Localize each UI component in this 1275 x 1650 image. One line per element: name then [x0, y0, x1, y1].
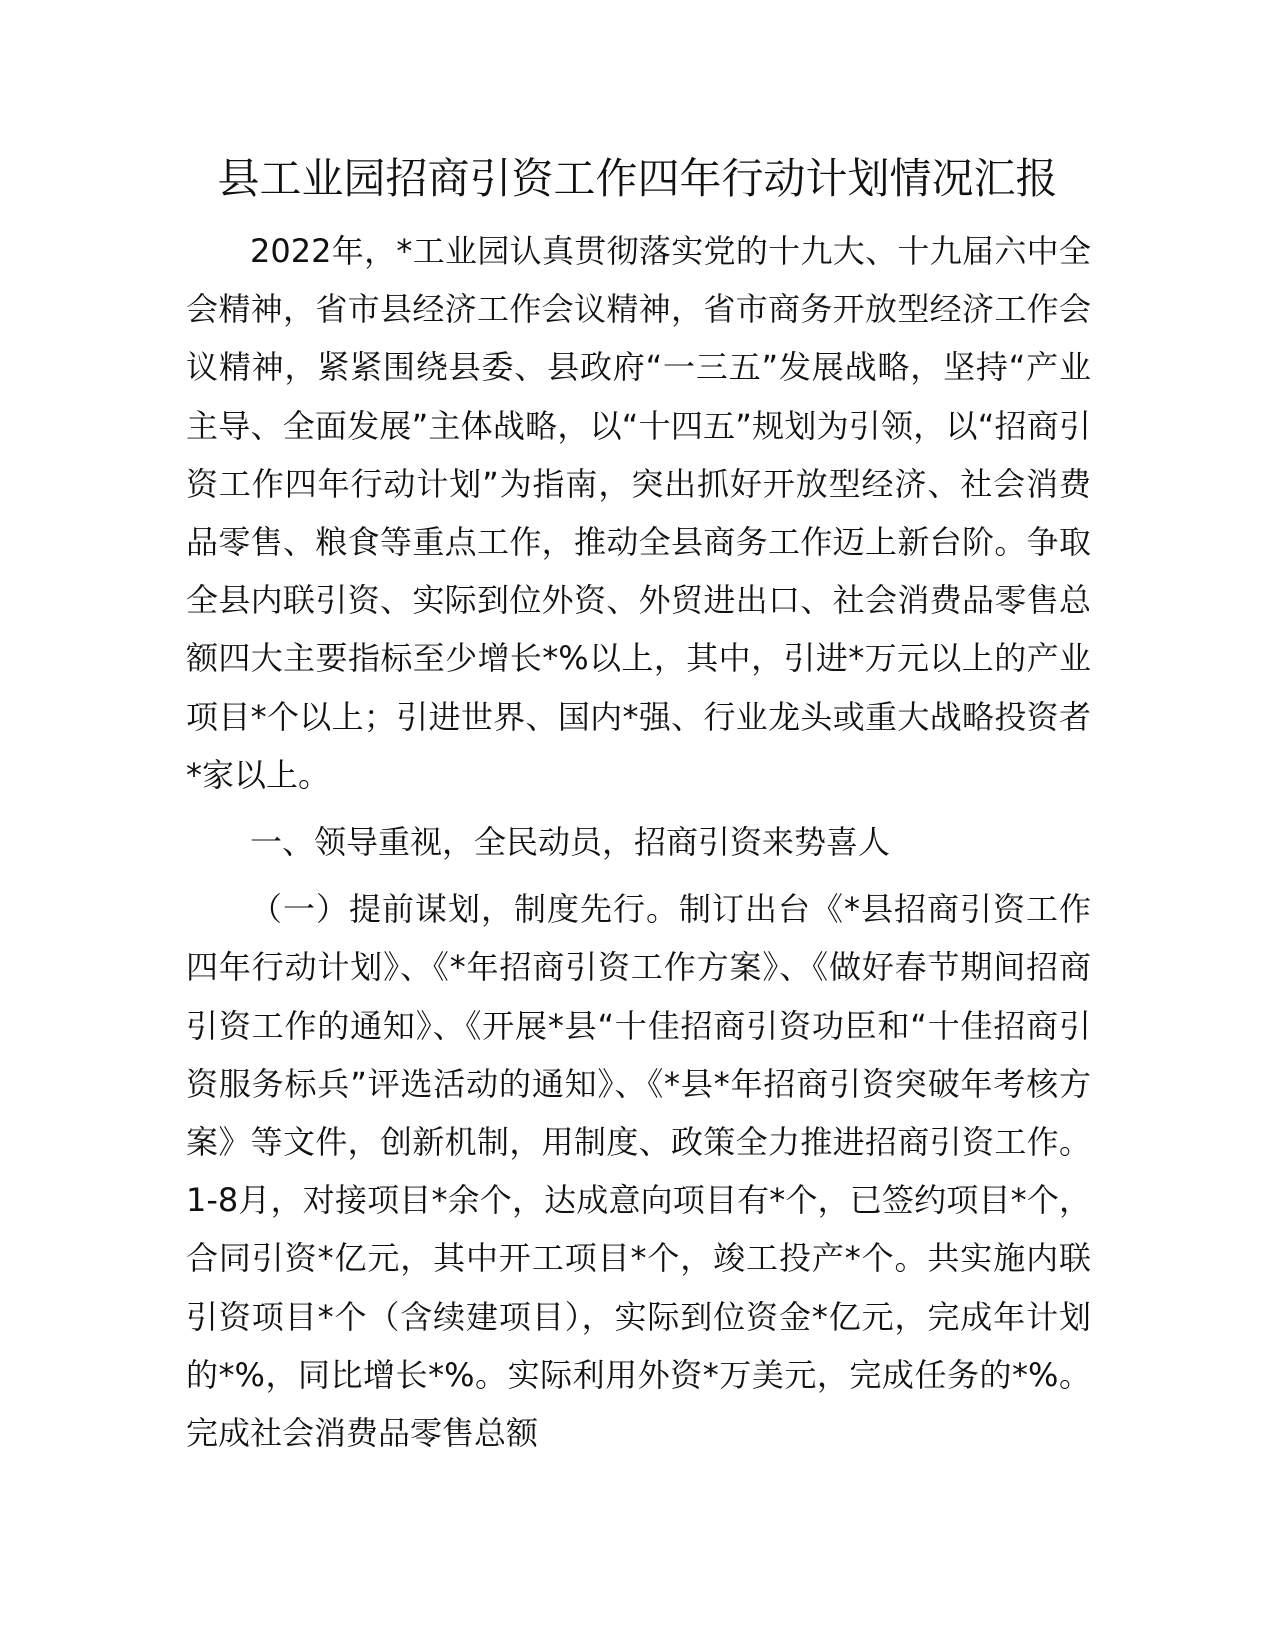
- document-body: [186, 222, 1091, 1462]
- intro-paragraph: 2022年，*工业园认真贯彻落实党的十九大、十九届六中全会精神，省市县经济工作会议精神，省市商务开放型经济工作会议精神，紧紧围绕县委、县政府“一三五”发展战略，坚持“产业主导、全面发展”主体战略，以“十四五”规划为引领，以“招商引资工作四年行动计划”为指南，突出抓好开放型经济、社会消费品零售、粮食等重点工作，推动全县商务工作迈上新台阶。争取全县内联引资、实际到位外资、外贸进出口、社会消费品零售总额四大主要指标至少增长*%以上，其中，引进*万元以上的产业项目*个以上；引进世界、国内*强、行业龙头或重大战略投资者*家以上。: [186, 232, 1091, 794]
- section-heading: 一、领导重视，全民动员，招商引资来势喜人: [250, 823, 891, 862]
- section-paragraph: （一）提前谋划，制度先行。制订出台《*县招商引资工作四年行动计划》、《*年招商引资工作方案》、《做好春节期间招商引资工作的通知》、《开展*县“十佳招商引资功臣和“十佳招商引资服务标兵”评选活动的通知》、《*县*年招商引资突破年考核方案》等文件，创新机制，用制度、政策全力推进招商引资工作。1-8月，对接项目*余个，达成意向项目有*个，已签约项目*个，合同引资*亿元，其中开工项目*个，竣工投产*个。共实施内联引资项目*个（含续建项目），实际到位资金*亿元，完成年计划的*%，同比增长*%。实际利用外资*万美元，完成任务的*%。完成社会消费品零售总额: [186, 890, 1091, 1453]
- document-title: 县工业园招商引资工作四年行动计划情况汇报: [217, 154, 1058, 203]
